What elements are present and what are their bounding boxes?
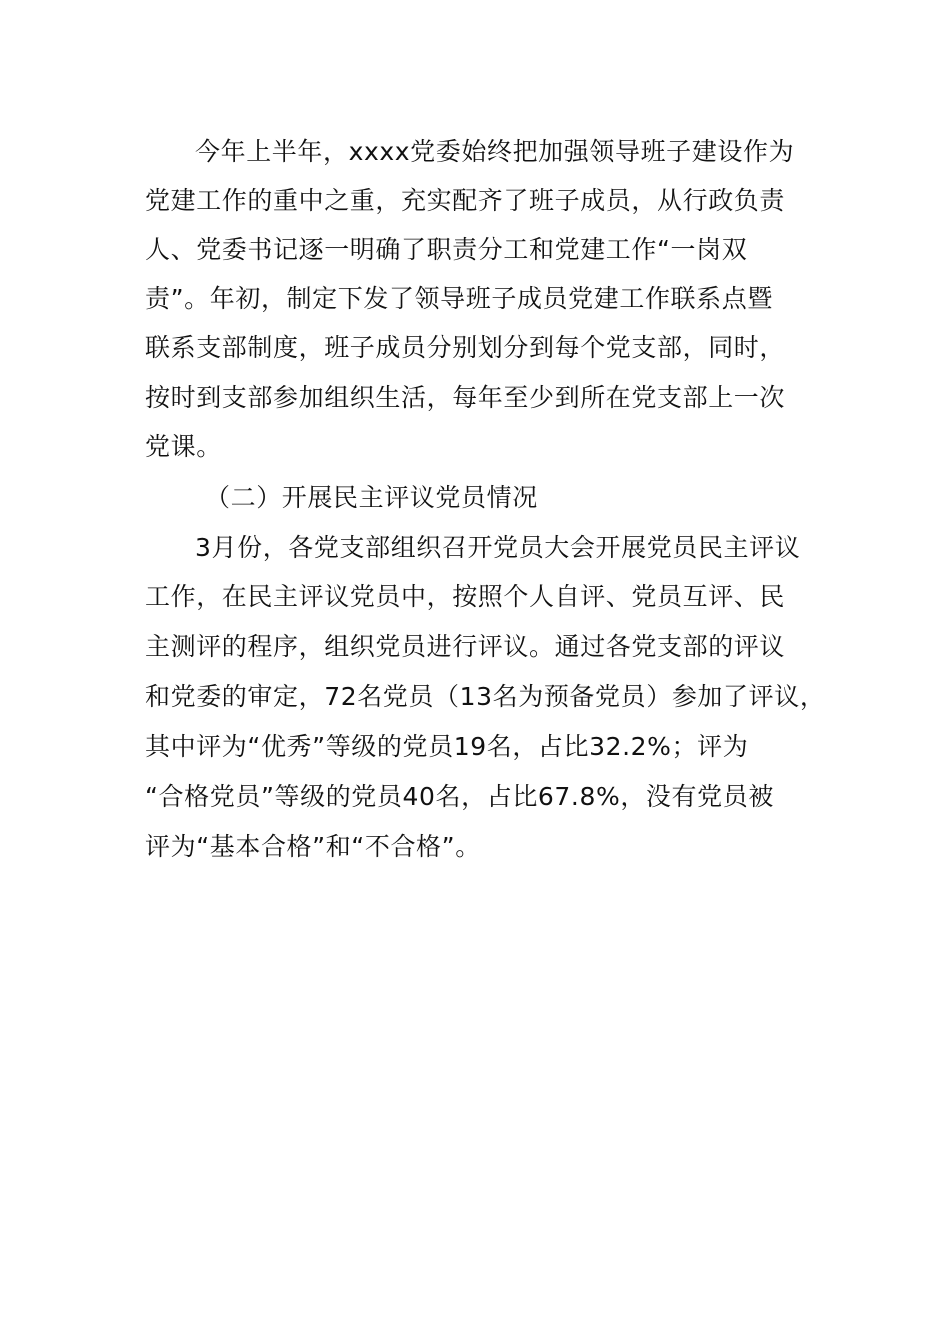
- section-heading: （二）开展民主评议党员情况: [205, 483, 538, 512]
- paragraph-2-line: 和党委的审定，72名党员（13名为预备党员）参加了评议，: [145, 682, 826, 711]
- paragraph-2-line: 评为“基本合格”和“不合格”。: [145, 832, 481, 861]
- paragraph-2-line: 主测评的程序，组织党员进行评议。通过各党支部的评议: [145, 632, 786, 661]
- paragraph-2-line: 3月份，各党支部组织召开党员大会开展党员民主评议: [195, 533, 801, 562]
- paragraph-1-line: 责”。年初，制定下发了领导班子成员党建工作联系点暨: [145, 284, 773, 313]
- paragraph-1-line: 人、党委书记逐一明确了职责分工和党建工作“一岗双: [145, 235, 748, 264]
- paragraph-1-line: 党建工作的重中之重，充实配齐了班子成员，从行政负责: [145, 186, 786, 215]
- paragraph-1-line: 按时到支部参加组织生活，每年至少到所在党支部上一次: [145, 383, 786, 412]
- paragraph-1-line: 今年上半年，xxxx党委始终把加强领导班子建设作为: [195, 137, 795, 166]
- paragraph-1-line: 党课。: [145, 432, 222, 461]
- paragraph-1-line: 联系支部制度，班子成员分别划分到每个党支部，同时，: [145, 333, 786, 362]
- paragraph-2-line: “合格党员”等级的党员40名，占比67.8%，没有党员被: [145, 782, 774, 811]
- paragraph-2-line: 工作，在民主评议党员中，按照个人自评、党员互评、民: [145, 582, 786, 611]
- paragraph-2-line: 其中评为“优秀”等级的党员19名，占比32.2%；评为: [145, 732, 749, 761]
